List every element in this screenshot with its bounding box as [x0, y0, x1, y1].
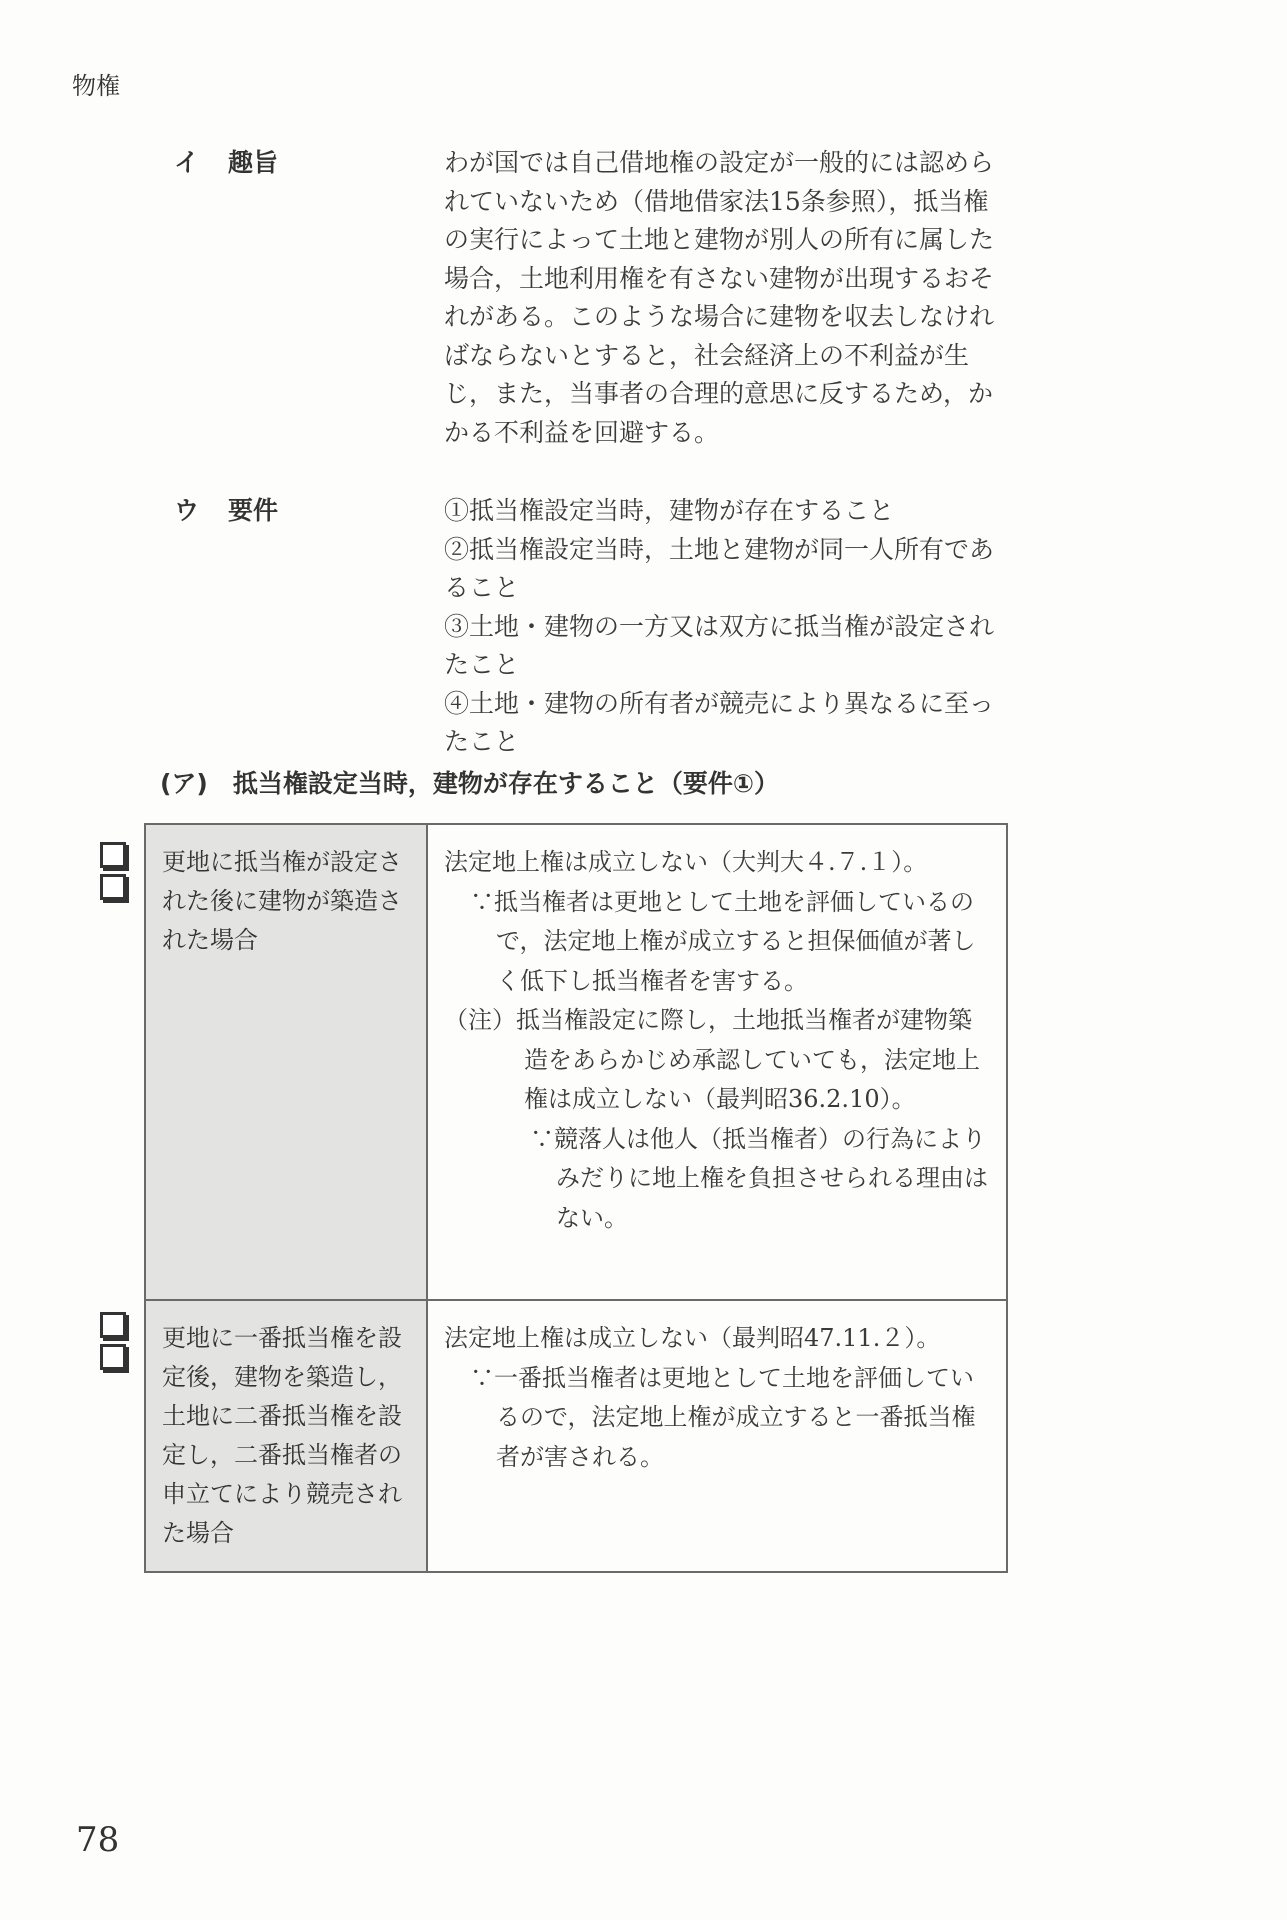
requirement-item: ④土地・建物の所有者が競売により異なるに至ったこと — [444, 688, 995, 756]
checkbox[interactable] — [100, 874, 126, 900]
subheading: (ア) 抵当権設定当時，建物が存在すること（要件①） — [160, 769, 780, 798]
checkbox-group-case-2 — [100, 1312, 126, 1376]
result-cell — [427, 1300, 1007, 1572]
running-head: 物権 — [72, 72, 120, 100]
case-cell: 更地に抵当権が設定された後に建物が築造された場合 — [145, 824, 427, 1300]
table-row — [145, 824, 1007, 1300]
section-purpose-text: わが国では自己借地権の設定が一般的には認められていないため（借地借家法15条参照），抵当権の実行によって土地と建物が別人の所有に属した場合，土地利用権を有さない建物が出現するおそれがある。このような場合に建物を収去しなければならないとすると，社会経済上の不利益が生じ，また，当事者の合理的意思に反するため，かかる不利益を回避する。 — [444, 148, 995, 447]
note-text: （注）抵当権設定に際し，土地抵当権者が建物築造をあらかじめ承認していても，法定地上権は成立しない（最判昭36.2.10）。 — [444, 1006, 980, 1113]
checkbox-group-case-1 — [100, 842, 126, 906]
section-purpose-heading — [174, 144, 444, 452]
case-cell: 更地に一番抵当権を設定後，建物を築造し，土地に二番抵当権を設定し，二番抵当権者の申立てにより競売された場合 — [145, 1300, 427, 1572]
section-requirements — [174, 492, 1006, 762]
requirement-item: ①抵当権設定当時，建物が存在すること — [444, 496, 895, 525]
requirements-list — [444, 492, 1004, 762]
section-requirements-heading — [174, 492, 444, 762]
section-purpose-mark: イ — [174, 148, 200, 177]
note-reason-text: ∵競落人は他人（抵当権者）の行為によりみだりに地上権を負担させられる理由はない。 — [530, 1124, 988, 1232]
reason-text: ∵一番抵当権者は更地として土地を評価しているので，法定地上権が成立すると一番抵当権者が害される。 — [470, 1363, 976, 1471]
requirement-item: ③土地・建物の一方又は双方に抵当権が設定されたこと — [444, 611, 995, 679]
checkbox[interactable] — [100, 1344, 126, 1370]
checkbox[interactable] — [100, 842, 126, 868]
table-row — [145, 1300, 1007, 1572]
section-purpose-body — [444, 144, 1004, 452]
section-requirements-title: 要件 — [228, 496, 279, 525]
reason-text: ∵抵当権者は更地として土地を評価しているので，法定地上権が成立すると担保価値が著しく低下し抵当権者を害する。 — [470, 887, 976, 995]
result-text: 法定地上権は成立しない（大判大４.７.１）。 — [444, 848, 928, 876]
checkbox[interactable] — [100, 1312, 126, 1338]
section-purpose-title: 趣旨 — [228, 148, 279, 177]
result-cell — [427, 824, 1007, 1300]
requirement-item: ②抵当権設定当時，土地と建物が同一人所有であること — [444, 534, 995, 602]
section-requirements-mark: ウ — [174, 496, 200, 525]
page-number: 78 — [76, 1820, 120, 1860]
section-purpose — [174, 144, 1006, 452]
result-text: 法定地上権は成立しない（最判昭47.11.２）。 — [444, 1324, 941, 1352]
case-table — [144, 823, 1008, 1573]
